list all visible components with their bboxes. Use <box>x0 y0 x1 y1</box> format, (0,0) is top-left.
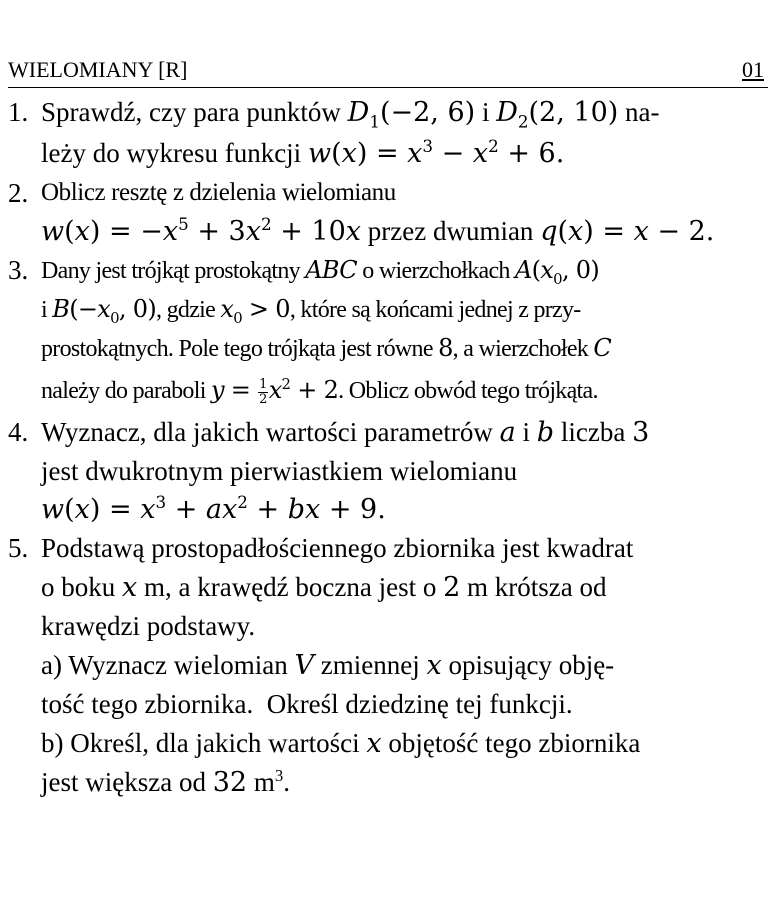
problem-line: Oblicz resztę z dzielenia wielomianu <box>41 179 396 206</box>
problem-5 <box>8 529 772 802</box>
problem-line: Wyznacz, dla jakich wartości parametrów a i b liczba 3 <box>41 417 650 448</box>
problem-line: o boku x m, a krawędź boczna jest o 2 m krótsza od <box>41 572 607 603</box>
problem-2 <box>8 174 772 251</box>
problem-line: i $B(-x_0$, 0), gdzie $x_0 > 0$, które są końcami jednej z przy- <box>41 295 581 327</box>
problem-line: Podstawą prostopadłościennego zbiornika jest kwadrat <box>41 533 634 563</box>
problem-number: 1. <box>8 97 29 127</box>
problem-subtask-a: a) Wyznacz wielomian V zmiennej x opisujący obję- <box>41 650 615 681</box>
page-number: 01 <box>742 57 764 82</box>
problem-number: 3. <box>8 255 29 285</box>
page-header <box>8 56 768 88</box>
problem-list <box>8 92 772 802</box>
section-title: WIELOMIANY [R] <box>8 57 188 82</box>
problem-line: tość tego zbiornika. Określ dziedzinę tej funkcji. <box>41 689 573 719</box>
problem-line: prostokątnych. Pole tego trójkąta jest równe 8, a wierzchołek C <box>41 334 612 362</box>
problem-line: $w(x) = -x^5 + 3x^2 + 10x$ przez dwumian q(x) = x − 2. <box>41 214 715 247</box>
problem-line: Dany jest trójkąt prostokątny ABC o wierzchołkach $A(x_0$, 0) <box>41 256 600 288</box>
problem-number: 5. <box>8 533 29 563</box>
fraction-one-half: $\frac{1}{2}$ <box>259 376 267 407</box>
problem-subtask-b: b) Określ, dla jakich wartości x objętość tego zbiornika <box>41 728 641 759</box>
problem-3 <box>8 251 772 413</box>
problem-line: należy do paraboli y = $\frac{1}{2}$ $x^2 + 2$. Oblicz obwód tego trójkąta. <box>41 375 598 407</box>
problem-number: 4. <box>8 417 29 447</box>
problem-4 <box>8 413 772 529</box>
problem-line: jest większa od 32 $m^3$. <box>41 766 290 798</box>
problem-line: Sprawdź, czy para punktów $D_1(-2$, 6) i $D_2(2$, 10) na- <box>41 97 660 132</box>
problem-line: jest dwukrotnym pierwiastkiem wielomianu <box>41 456 518 486</box>
problem-1 <box>8 92 772 174</box>
problem-line: $w(x) = x^3 + ax^2$ + bx + 9. <box>41 492 386 525</box>
problem-number: 2. <box>8 178 29 208</box>
problem-line: krawędzi podstawy. <box>41 611 256 641</box>
problem-line: leży do wykresu funkcji $w(x) = x^3 - x^2 + 6$. <box>41 136 565 169</box>
